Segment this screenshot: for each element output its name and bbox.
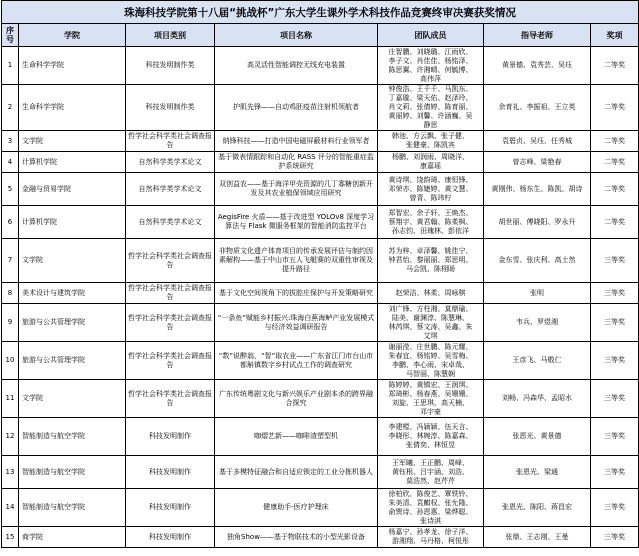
member-line: 钟君怡、黎丽丽、郑思明、	[388, 256, 473, 264]
row-category: 科技发明制作	[126, 418, 215, 456]
row-school: 智能制造与航空学院	[19, 489, 126, 527]
table-title: 珠海科技学院第十八届“挑战杯”广东大学生课外学术科技作品竞赛终审决赛获奖情况	[2, 1, 639, 24]
row-members	[378, 418, 484, 456]
row-members	[378, 239, 484, 283]
member-line: 陈婷婷、黄镇宏、王润琪、	[388, 380, 473, 389]
row-category: 哲学社会科学类社会调查报告	[126, 342, 215, 380]
member-line: 肖文莉、张倩婷、陈育丽、	[388, 103, 473, 111]
row-advisors: 张恩光、黄景德	[484, 418, 591, 456]
row-members	[378, 489, 484, 527]
table-row	[2, 527, 639, 548]
row-members	[378, 173, 484, 206]
header-project: 项目名称	[215, 24, 378, 47]
member-line: 李鹏、李心雨、宋卓哉、	[392, 360, 469, 369]
member-line: 朱春宜、杨铭婷、吴雪梅、	[388, 351, 473, 360]
row-number: 7	[2, 239, 19, 283]
row-number: 15	[2, 527, 19, 548]
header-no: 序号	[2, 24, 19, 47]
row-project: 高灵活性智能调控无线充电装置	[215, 47, 378, 85]
row-award: 三等奖	[591, 456, 639, 489]
row-number: 8	[2, 283, 19, 304]
row-category: 哲学社会科学类社会调查报告	[126, 380, 215, 418]
member-line: 李建樘、冯颖颖、伍天言、	[388, 423, 473, 431]
row-members	[378, 527, 484, 548]
table-row	[2, 456, 639, 489]
row-award: 三等奖	[591, 239, 639, 283]
table-row	[2, 85, 639, 131]
row-project: 基于微表情跟踪和自动化 RASS 评分的智能重症监护系统研究	[215, 152, 378, 173]
member-line: 王军曦、王正鹏、周峰、	[392, 458, 469, 467]
row-number: 9	[2, 304, 19, 342]
row-advisors: 余育礼、李振祖、王立英	[484, 85, 591, 131]
row-category: 自然科学类学术论文	[126, 173, 215, 206]
row-school: 美术设计与建筑学院	[19, 283, 126, 304]
row-number: 10	[2, 342, 19, 380]
header-members: 团队成员	[378, 24, 484, 47]
row-members	[378, 152, 484, 173]
member-line: 刘旋、王思琪、高天楠、	[392, 398, 469, 407]
row-school: 智能制造与航空学院	[19, 456, 126, 489]
table-row	[2, 489, 639, 527]
row-members	[378, 380, 484, 418]
row-award: 三等奖	[591, 283, 639, 304]
row-advisors: 胡世丽、傅晓阳、罗永升	[484, 206, 591, 239]
row-project: 基于多模特征融合和自适应锁定的工业分拣机器人	[215, 456, 378, 489]
row-category: 哲学社会科学类社会调查报告	[126, 283, 215, 304]
row-project: 健康助手-医疗护理床	[215, 489, 378, 527]
row-award: 三等奖	[591, 342, 639, 380]
row-category: 科技发明制作	[126, 489, 215, 527]
member-line: 黄丽婷、刘馨、许涵巍、吴	[388, 112, 473, 120]
row-number: 3	[2, 131, 19, 152]
row-advisors: 韦兵、罗煜湘	[484, 304, 591, 342]
member-line: 蔡翔宇、黄君翰、陈柔枫、	[388, 217, 473, 226]
row-advisors: 曾志峰、梁艳春	[484, 152, 591, 173]
row-project: “一条鱼”赋能乡村振兴:珠海白蕉海鲈产业发展模式与经济效益调研报告	[215, 304, 378, 342]
header-row	[2, 24, 639, 47]
member-line: 邓宇豪	[420, 407, 441, 416]
member-line: 张诗淇	[420, 516, 441, 525]
member-line: 马智丽、陈慧娴	[406, 369, 455, 378]
table-row	[2, 206, 639, 239]
member-line: 庄智鹏、刘晓璐、江雨欣、	[388, 47, 473, 56]
row-project: 非物质文化遗产体育项目的传承发展评估与制约因素解构——基于中山市五人飞艇赛的双重性审视及提升路径	[215, 239, 378, 283]
row-project: 纳锋科技——打造中国电磁屏蔽材料行业领军者	[215, 131, 378, 152]
member-line: 高伟萍	[420, 74, 441, 83]
row-award: 二等奖	[591, 47, 639, 85]
row-number: 5	[2, 173, 19, 206]
row-members	[378, 342, 484, 380]
table-row	[2, 131, 639, 152]
row-advisors: 黄景德、袁秀芸、吴珏	[484, 47, 591, 85]
row-school: 生命科学学院	[19, 85, 126, 131]
row-members	[378, 85, 484, 131]
row-number: 13	[2, 456, 19, 489]
row-award: 二等奖	[591, 173, 639, 206]
row-members	[378, 47, 484, 85]
row-project: “数”说醉翁，“智”取农业——广东省江门市台山市都斛镇数字乡村试点工作的调查研究	[215, 342, 378, 380]
member-line: 康嘉瑶	[420, 162, 441, 170]
member-line: 孙志钧、田瑰林、彭依洋	[392, 226, 469, 235]
row-award: 二等奖	[591, 206, 639, 239]
row-project: 独角Show——基于物联技术的小型光影设备	[215, 527, 378, 548]
member-line: 俞巽诗、孙恩惠、梁烨聪、	[388, 507, 473, 516]
row-project: 广东传统粤剧文化与新兴娱乐产业剧本杀的跨界融合探究	[215, 380, 378, 418]
row-number: 14	[2, 489, 19, 527]
header-advisors: 指导老师	[484, 24, 591, 47]
row-members	[378, 456, 484, 489]
member-line: 朱美清、袁麒权、张允隆、	[388, 498, 473, 507]
member-line: 张倩奕、林恒昱	[406, 441, 455, 449]
row-award: 三等奖	[591, 527, 639, 548]
row-category: 哲学社会科学类社会调查报告	[126, 304, 215, 342]
row-category: 科技发明制作	[126, 456, 215, 489]
row-members	[378, 283, 484, 304]
row-advisors: 张明	[484, 283, 591, 304]
table-body	[2, 47, 639, 548]
row-category: 科技发明制作类	[126, 47, 215, 85]
row-number: 11	[2, 380, 19, 418]
member-line: 李晓彤、林婉淳、陈嘉森、	[388, 432, 473, 440]
member-line: 徐柏欣、陈俊艺、覃铁铃、	[388, 489, 473, 498]
row-advisors: 金东雪、张庆利、高士然	[484, 239, 591, 283]
member-line: 钟俊浩、王千千、马凯东、	[388, 85, 473, 93]
row-school: 商学院	[19, 527, 126, 548]
row-members	[378, 131, 484, 152]
table-row	[2, 380, 639, 418]
row-school: 旅游与公共管理学院	[19, 304, 126, 342]
row-category: 自然科学类学术论文	[126, 152, 215, 173]
row-category: 科技发明制作	[126, 527, 215, 548]
header-category: 项目类别	[126, 24, 215, 47]
member-line: 谢丽滢、庄世鹏、陈元耀、	[388, 342, 473, 351]
row-advisors: 张恩光、梁通	[484, 456, 591, 489]
row-project: 双创益农——基于海洋甲壳资源的几丁寡糖创新开发及其农业植保领域应用研究	[215, 173, 378, 206]
row-school: 旅游与公共管理学院	[19, 342, 126, 380]
row-school: 文学院	[19, 131, 126, 152]
member-line: 韩池、方云飘、张子健、	[392, 132, 469, 140]
row-school: 生命科学学院	[19, 47, 126, 85]
member-line: 林芮琪、蔡文涛、吴鑫、朱	[388, 322, 473, 331]
member-line: 郑琦彬、杨春燕、吴姗姗、	[388, 389, 473, 398]
row-number: 1	[2, 47, 19, 85]
row-project: AegisFire 火盾——基于改进型 YOLOv8 深度学习算法与 Flask 微服务框架的智能消防监控平台	[215, 206, 378, 239]
row-category: 科技发明制作类	[126, 85, 215, 131]
member-line: 陈思翼、许湘晴、何毓博、	[388, 65, 473, 74]
member-line: 艾琪	[423, 331, 438, 340]
member-line: 陆美、谢渊淳、陈慧琳、	[392, 313, 469, 322]
header-award: 奖项	[591, 24, 639, 47]
member-line: 杨嘉宁、孙孝龙、徐子洋、	[388, 528, 473, 536]
header-school: 学院	[19, 24, 126, 47]
table-row	[2, 173, 639, 206]
member-line: 曾青、陈玮柠	[409, 193, 452, 202]
member-line: 莫浩然、赵芹芹	[406, 476, 455, 485]
row-number: 6	[2, 206, 19, 239]
row-project: 咖熠艺新——咖啡渣塑型机	[215, 418, 378, 456]
table-row	[2, 418, 639, 456]
row-award: 三等奖	[591, 380, 639, 418]
row-project: 护肌先锋——自动鸡胚疫苗注射机领航者	[215, 85, 378, 131]
member-line: 游湘翔、马丹格、柯悦彤	[392, 537, 469, 545]
row-school: 文学院	[19, 239, 126, 283]
row-award: 二等奖	[591, 85, 639, 131]
table-row	[2, 47, 639, 85]
member-line: 杨鹏、刘润雨、周晓洋、	[392, 153, 469, 161]
member-line: 静思	[423, 121, 438, 129]
row-members	[378, 304, 484, 342]
member-line: 赵荣洁、林柔、周咏棋	[395, 288, 466, 297]
member-line: 刘广锋、方柱湘、莫鼎瑜、	[388, 304, 473, 313]
member-line: 邓荣亦、陈婕婷、黄文慧、	[388, 184, 473, 193]
member-line: 黄钰根、吕宇涵、刘浩、	[392, 467, 469, 476]
table-row	[2, 342, 639, 380]
table-row	[2, 239, 639, 283]
member-line: 丁嘉璇、梁天佑、赵泽玲、	[388, 94, 473, 102]
row-school: 金融与贸易学院	[19, 173, 126, 206]
row-advisors: 张鼎、王志刚、王曼	[484, 527, 591, 548]
table-row	[2, 152, 639, 173]
table-row	[2, 304, 639, 342]
row-category: 自然科学类学术论文	[126, 206, 215, 239]
member-line: 郑智宏、余子轩、王焕杰、	[388, 208, 473, 217]
row-school: 计算机学院	[19, 206, 126, 239]
awards-table	[1, 0, 639, 548]
member-line: 黄诗琪、饶韵琦、康恒锋、	[388, 175, 473, 184]
row-advisors: 刘畅、冯森华、孟昭水	[484, 380, 591, 418]
member-line: 张健豪、陈凯宾	[406, 141, 455, 149]
member-line: 苏为梓、卓泽馨、姚佳宁、	[388, 247, 473, 255]
row-project: 基于文化空间视角下的拔腔庄保护与开发策略研究	[215, 283, 378, 304]
row-award: 三等奖	[591, 304, 639, 342]
row-advisors: 张恩光、陈阳、蒋昌宏	[484, 489, 591, 527]
member-line: 马会凯、陈栩旸	[406, 265, 455, 273]
row-school: 智能制造与航空学院	[19, 418, 126, 456]
row-school: 计算机学院	[19, 152, 126, 173]
row-advisors: 黄刚伟、杨东生、陈凯、胡诗	[484, 173, 591, 206]
row-number: 4	[2, 152, 19, 173]
row-category: 哲学社会科学类社会调查报告	[126, 131, 215, 152]
member-line: 李子文、肖佳佳、杨铭泽、	[388, 56, 473, 65]
row-advisors: 王彦飞、马敬仁	[484, 342, 591, 380]
table-row	[2, 283, 639, 304]
row-number: 2	[2, 85, 19, 131]
row-advisors: 袁碧贞、吴珏、任秀城	[484, 131, 591, 152]
row-award: 三等奖	[591, 418, 639, 456]
row-category: 哲学社会科学类社会调查报告	[126, 239, 215, 283]
row-school: 文学院	[19, 380, 126, 418]
row-award: 二等奖	[591, 152, 639, 173]
row-number: 12	[2, 418, 19, 456]
row-members	[378, 206, 484, 239]
row-award: 三等奖	[591, 489, 639, 527]
row-award: 二等奖	[591, 131, 639, 152]
